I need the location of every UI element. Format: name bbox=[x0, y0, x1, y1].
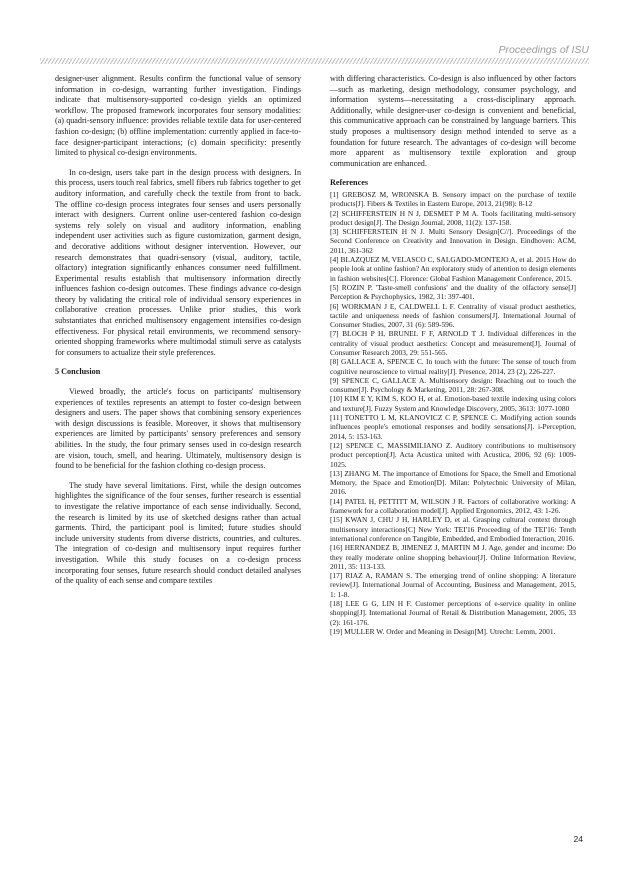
left-column bbox=[55, 74, 301, 587]
reference-item: [16] HERNANDEZ B, JIMENEZ J, MARTIN M J. Age, gender and income: Do they really moderate online shopping behaviour[J]. Online Information Review, 2011, 35: 113-133. bbox=[330, 543, 576, 571]
paragraph-gap bbox=[55, 472, 301, 481]
reference-item: [11] TONETTO L M, KLANOVICZ C P, SPENCE C. Modifying action sounds influences people's emotional responses and bodily sensations[J]. i-Perception, 2014, 5: 153-163. bbox=[330, 413, 576, 441]
paragraph-gap bbox=[330, 169, 576, 178]
body-paragraph: In co-design, users take part in the design process with designers. In this process, users touch real fabrics, smell fibers rub fabrics together to get auditory information, and carefully check the textile from front to back. The offline co-design process integrates four senses and users personally interact with designers. Current online user-centered fashion co-design systems rely solely on visual and auditory information, enabling independent user activities such as figure customization, garment design, and decorative additions without designer intervention. However, our research demonstrates that quadri-sensory (visual, auditory, tactile, olfactory) integration significantly enhances consumer need fulfillment. Experimental results establish that multisensory information directly influences fashion co-design outcomes. These findings advance co-design theory by validating the critical role of individual sensory experiences in collaborative creation processes. Unlike prior studies, this work substantiates that enriched multisensory engagement intensifies co-design effectiveness. For physical retail environments, we recommend sensory-oriented shopping frameworks where multimodal stimuli serve as catalysts for consumers to actualize their style preferences. bbox=[55, 167, 301, 357]
journal-header: Proceedings of ISU bbox=[498, 44, 589, 56]
reference-item: [2] SCHIFFERSTEIN H N J, DESMET P M A. Tools facilitating multi-sensory product design[J]. The Design Journal, 2008, 11(2): 137-158. bbox=[330, 208, 576, 227]
reference-list bbox=[330, 190, 576, 636]
paragraph-gap bbox=[55, 378, 301, 387]
header-rule bbox=[40, 58, 589, 64]
reference-item: [6] WORKMAN J E, CALDWELL L F. Centrality of visual product aesthetics, tactile and uniqueness needs of fashion consumers[J]. International Journal of Consumer Studies, 2007, 31 (6): 589-596. bbox=[330, 301, 576, 330]
references-heading: References bbox=[330, 178, 369, 188]
reference-item: [10] KIM E Y, KIM S, KOO H, et al. Emotion-based textile indexing using colors and texture[J]. Fuzzy System and Knowledge Discovery, 2005, 3613: 1077-1080 bbox=[330, 394, 576, 413]
body-paragraph: The study have several limitations. First, while the design outcomes highlightes the significance of the four senses, further research is essential to investigate the relative importance of each sense individually. Second, the research is limited by its use of sketched designs rather than actual garments. Third, the participant pool is limited; future studies should include university students from diverse districts, countries, and cultures. The integration of co-design and multisensory input requires further investigation. While this study focuses on a co-design process incorporating four senses, future research should conduct detailed analyses of the quality of each sense and compare textiles bbox=[55, 480, 301, 586]
right-column bbox=[330, 74, 576, 636]
paragraph-gap bbox=[55, 159, 301, 168]
body-paragraph: with differing characteristics. Co-design is also influenced by other factors—such as marketing, design methodology, consumer psychology, and information systems—necessitating a cross-disciplinary approach. Additionally, while designer-user co-design is convenient and beneficial, this communicative approach can be constrained by language barriers. This study proposes a multisensory design method intended to serve as a foundation for future research. The advantages of co-design will become more apparent as multisensory textile exploration and group communication are enhanced. bbox=[330, 74, 576, 168]
page-number: 24 bbox=[573, 834, 583, 844]
reference-item: [17] RIAZ A, RAMAN S. The emerging trend of online shopping: A literature review[J]. International Journal of Accounting, Business and Management, 2015, 1: 1-8. bbox=[330, 571, 576, 599]
reference-item: [14] PATEL H, PETTITT M, WILSON J R. Factors of collaborative working: A framework for a collaboration model[J]. Applied Ergonomics, 2012, 43: 1-26. bbox=[330, 496, 576, 516]
reference-item: [13] ZHANG M. The importance of Emotions for Space, the Smell and Emotional Memory, the Space and Emotion[D]. Milan: Polytechnic University of Milan, 2016. bbox=[330, 468, 576, 497]
reference-item: [8] GALLACE A, SPENCE C. In touch with the future: The sense of touch from cognitive neuroscience to virtual reality[J]. Presence, 2014, 23 (2), 226-227. bbox=[330, 357, 576, 376]
reference-item: [7] BLOCH P H, BRUNEL F F, ARNOLD T J. Individual differences in the centrality of visual product aesthetics: Concept and measurement[J]. Journal of Consumer Research 2003, 29: 551-565. bbox=[330, 329, 576, 357]
reference-item: [1] GREBOSZ M, WRONSKA B. Sensory impact on the purchase of textile products[J]. Fibers & Textiles in Eastern Europe, 2013, 21(98): 8-12 bbox=[330, 189, 576, 209]
reference-item: [9] SPENCE C, GALLACE A. Multisensory design: Reaching out to touch the consumer[J]. Psychology & Marketing, 2011, 28: 267-308. bbox=[330, 375, 576, 395]
reference-item: [4] BLAZQUEZ M, VELASCO C, SALGADO-MONTEJO A, et al. 2015 How do people look at online fashion? An exploratory study of attention to design elements in fashion websites[C]. Florence: Global Fashion Management Conference, 2015. bbox=[330, 255, 576, 283]
reference-item: [18] LEE G G, LIN H F. Customer perceptions of e-service quality in online shopping[J]. International Journal of Retail & Distribution Management, 2005, 33 (2): 161-176. bbox=[330, 599, 576, 627]
body-paragraph: Viewed broadly, the article's focus on participants' multisensory experiences of textiles represents an attempt to foster co-design between designers and users. The paper shows that combining sensory experiences with design discussions is feasible. Moreover, it shows that multisensory experiences are limited by participants' sensory preferences and sensory abilities. In the study, the four primary senses used in co-design research are vision, touch, smell, and hearing. Ultimately, multisensory design is found to be beneficial for the fashion clothing co-design process. bbox=[55, 387, 301, 471]
reference-item: [19] MULLER W. Order and Meaning in Design[M]. Utrecht: Lemm, 2001. bbox=[330, 626, 556, 636]
paragraph-gap bbox=[55, 358, 301, 367]
body-paragraph: designer-user alignment. Results confirm the functional value of sensory information in co-design, warranting further investigation. Findings indicate that multisensory-supported co-design yields an optimized workflow. The proposed framework incorporates four sensory modalities: (a) quadri-sensory influence: provides reliable textile data for user-centered fashion co-design; (b) offline implementation: currently applied in face-to-face designer-participant interactions; (c) domain specificity: presently limited to physical co-design environments. bbox=[55, 74, 301, 158]
reference-item: [15] KWAN J, CHU J H, HARLEY D, et al. Grasping cultural context through multisensory interactions[C] New York: TEI'16 Proceeding of the TEI'16: Tenth international conference on Tangible, Embedded, and Embodied Interaction, 2016. bbox=[330, 515, 576, 543]
section-heading-conclusion: 5 Conclusion bbox=[55, 367, 101, 377]
reference-item: [3] SCHIFFERSTEIN H N J. Multi Sensory Design[C//]. Proceedings of the Second Conference on Creativity and Innovation in Design. Eindhoven: ACM, 2011, 361-362 bbox=[330, 227, 576, 255]
reference-item: [5] ROZIN P. 'Taste-smell confusions' and the duality of the olfactory sense[J] Perception & Psychophysics, 1982, 31: 397-401. bbox=[330, 282, 576, 302]
reference-item: [12] SPENCE C, MASSIMILIANO Z. Auditory contributions to multisensory product perception[J]. Acta Acustica united with Acustica, 2006, 92 (6): 1009-1025. bbox=[330, 440, 576, 469]
